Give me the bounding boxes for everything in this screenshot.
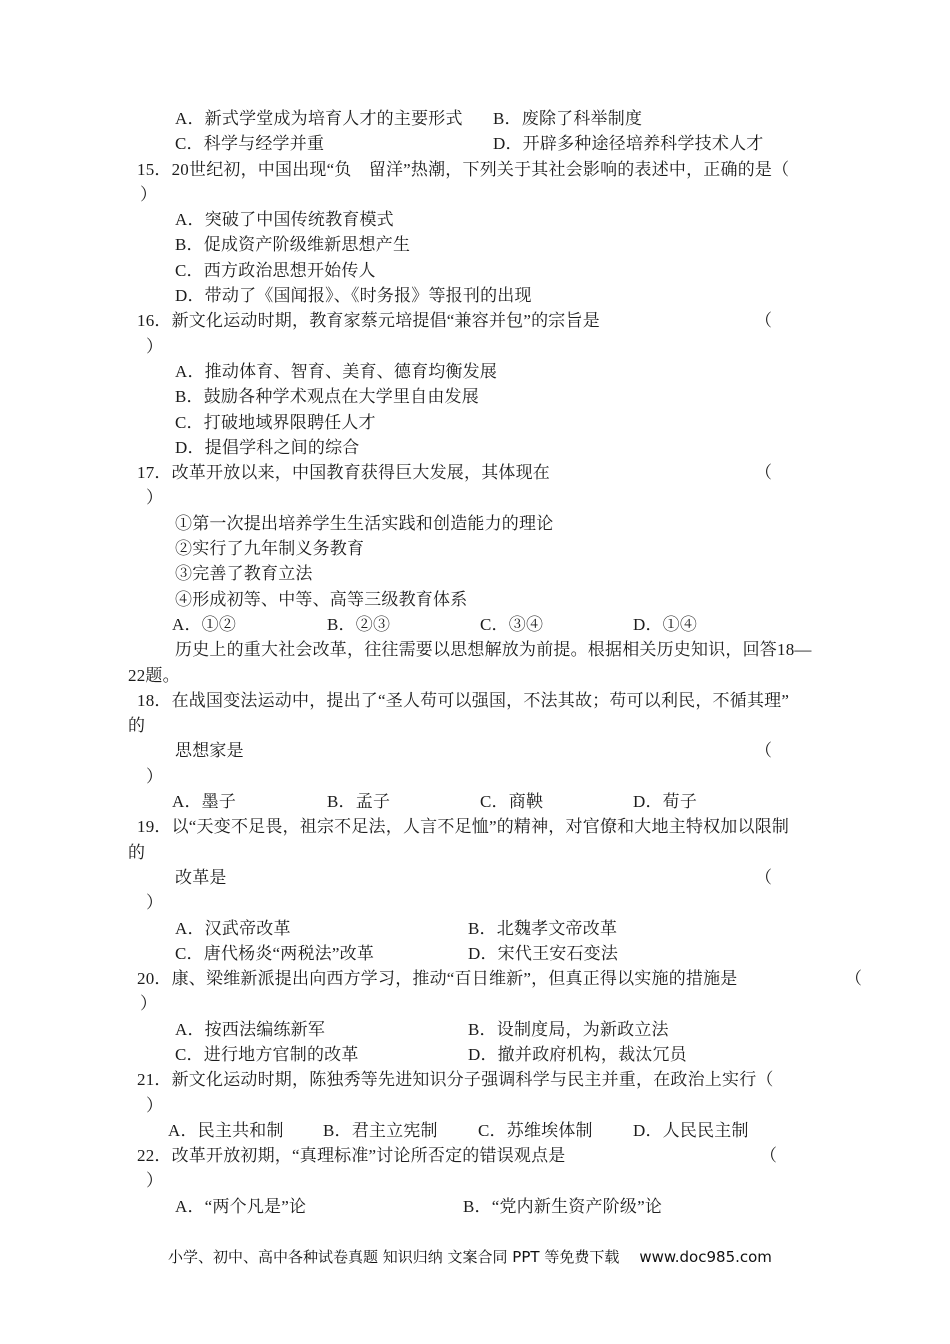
text-line	[0, 159, 950, 184]
text-segment: B．君主立宪制	[323, 1120, 438, 1140]
text-segment: ②实行了九年制义务教育	[175, 539, 365, 559]
exam-body-text	[0, 108, 950, 1221]
text-segment: B．北魏孝文帝改革	[468, 918, 618, 938]
text-segment: 22．改革开放初期，“真理标准”讨论所否定的错误观点是	[137, 1146, 566, 1166]
text-line	[0, 614, 950, 639]
text-segment: A．推动体育、智育、美育、德育均衡发展	[175, 361, 498, 381]
text-segment: B．孟子	[327, 792, 391, 812]
text-segment: B．鼓励各种学术观点在大学里自由发展	[175, 387, 479, 407]
text-segment: B．②③	[327, 614, 391, 634]
text-segment: C．科学与经学并重	[175, 134, 325, 154]
text-segment: A．突破了中国传统教育模式	[175, 210, 394, 230]
text-segment: ④形成初等、中等、高等三级教育体系	[175, 589, 468, 609]
text-line	[0, 791, 950, 816]
text-segment: A．民主共和制	[168, 1120, 284, 1140]
text-segment: D．提倡学科之间的综合	[175, 437, 360, 457]
text-segment: C．进行地方官制的改革	[175, 1044, 359, 1064]
text-line	[0, 1019, 950, 1044]
text-segment: 17．改革开放以来，中国教育获得巨大发展，其体现在	[137, 463, 550, 483]
text-segment: D．荀子	[633, 792, 698, 812]
text-segment: B．废除了科举制度	[493, 109, 643, 128]
text-segment: ③完善了教育立法	[175, 564, 313, 584]
text-line	[0, 816, 950, 841]
text-segment: A．汉武帝改革	[175, 918, 291, 938]
text-segment: 思想家是	[175, 741, 244, 761]
text-line	[0, 513, 950, 538]
text-segment: A．新式学堂成为培育人才的主要形式	[175, 109, 463, 128]
text-line	[0, 943, 950, 968]
text-line	[0, 310, 950, 335]
text-segment: 历史上的重大社会改革，往往需要以思想解放为前提。根据相关历史知识，回答18—	[175, 640, 812, 660]
text-segment: ）	[146, 893, 164, 913]
text-segment: ）	[146, 766, 164, 786]
text-segment: D．①④	[633, 614, 698, 634]
text-segment: D．开辟多种途径培养科学技术人才	[493, 134, 764, 154]
text-line	[0, 563, 950, 588]
text-segment: C．西方政治思想开始传人	[175, 260, 376, 280]
text-segment: （	[760, 1146, 778, 1166]
text-segment: C．苏维埃体制	[478, 1120, 593, 1140]
text-segment: ）	[146, 1171, 164, 1191]
text-segment: 改革是	[175, 867, 227, 887]
text-line	[0, 260, 950, 285]
text-segment: B．设制度局，为新政立法	[468, 1019, 669, 1039]
text-line	[0, 209, 950, 234]
text-line	[0, 1120, 950, 1145]
text-line	[0, 437, 950, 462]
text-line	[0, 462, 950, 487]
text-line	[0, 412, 950, 437]
text-line	[0, 1196, 950, 1221]
text-segment: （	[755, 463, 773, 483]
text-segment: ）	[146, 488, 164, 508]
footer-link[interactable]: www.doc985.com	[639, 1248, 772, 1266]
text-line	[0, 1170, 950, 1195]
page-footer	[168, 1246, 772, 1267]
text-segment: D．撤并政府机构，裁汰冗员	[468, 1044, 687, 1064]
text-line	[0, 842, 950, 867]
text-segment: ）	[146, 336, 164, 356]
text-segment: 的	[128, 842, 146, 862]
text-line	[0, 766, 950, 791]
text-segment: 16．新文化运动时期，教育家蔡元培提倡“兼容并包”的宗旨是	[137, 311, 600, 331]
text-segment: 18．在战国变法运动中，提出了“圣人苟可以强国，不法其故；苟可以利民，不循其理”	[137, 690, 790, 710]
text-line	[0, 1044, 950, 1069]
text-segment: C．③④	[480, 614, 544, 634]
text-line	[0, 285, 950, 310]
text-segment: （	[755, 311, 773, 331]
text-line	[0, 184, 950, 209]
text-line	[0, 867, 950, 892]
text-segment: A．“两个凡是”论	[175, 1196, 307, 1216]
text-line	[0, 108, 950, 133]
text-segment: D．人民民主制	[633, 1120, 749, 1140]
text-line	[0, 538, 950, 563]
text-line	[0, 993, 950, 1018]
text-segment: ①第一次提出培养学生生活实践和创造能力的理论	[175, 513, 554, 533]
text-segment: ）	[140, 184, 158, 204]
text-line	[0, 639, 950, 664]
text-line	[0, 589, 950, 614]
text-segment: C．打破地域界限聘任人才	[175, 412, 376, 432]
text-segment: C．唐代杨炎“两税法”改革	[175, 943, 375, 963]
text-line	[0, 386, 950, 411]
text-segment: 20．康、梁维新派提出向西方学习，推动“百日维新”，但真正得以实施的措施是	[137, 969, 738, 989]
text-line	[0, 487, 950, 512]
text-segment: A．①②	[172, 614, 237, 634]
text-segment: C．商鞅	[480, 792, 544, 812]
footer-promo-text: 小学、初中、高中各种试卷真题 知识归纳 文案合同 PPT 等免费下载	[168, 1248, 620, 1266]
text-segment: 19．以“天变不足畏，祖宗不足法，人言不足恤”的精神，对官僚和大地主特权加以限制	[137, 817, 790, 837]
text-line	[0, 690, 950, 715]
text-segment: 21．新文化运动时期，陈独秀等先进知识分子强调科学与民主并重，在政治上实行（	[137, 1070, 774, 1090]
text-segment: 的	[128, 716, 146, 736]
text-segment: ）	[140, 994, 158, 1014]
text-line	[0, 665, 950, 690]
text-line	[0, 918, 950, 943]
text-segment: （	[755, 741, 773, 761]
text-line	[0, 234, 950, 259]
text-line	[0, 1069, 950, 1094]
text-segment: ）	[146, 1095, 164, 1115]
text-line	[0, 133, 950, 158]
text-line	[0, 968, 950, 993]
text-line	[0, 1145, 950, 1170]
text-segment: B．“党内新生资产阶级”论	[463, 1196, 663, 1216]
text-line	[0, 1095, 950, 1120]
text-segment: A．墨子	[172, 792, 237, 812]
text-segment: B．促成资产阶级维新思想产生	[175, 235, 411, 255]
text-line	[0, 336, 950, 361]
text-segment: D．带动了《国闻报》、《时务报》等报刊的出现	[175, 286, 532, 306]
text-segment: D．宋代王安石变法	[468, 943, 619, 963]
text-segment: （	[755, 867, 773, 887]
text-segment: （	[845, 969, 863, 989]
text-line	[0, 715, 950, 740]
text-line	[0, 361, 950, 386]
text-segment: 22题。	[128, 665, 180, 685]
text-segment: 15．20世纪初，中国出现“负 留洋”热潮，下列关于其社会影响的表述中，正确的是（	[137, 159, 790, 179]
text-line	[0, 740, 950, 765]
text-segment: A．按西法编练新军	[175, 1019, 326, 1039]
text-line	[0, 892, 950, 917]
